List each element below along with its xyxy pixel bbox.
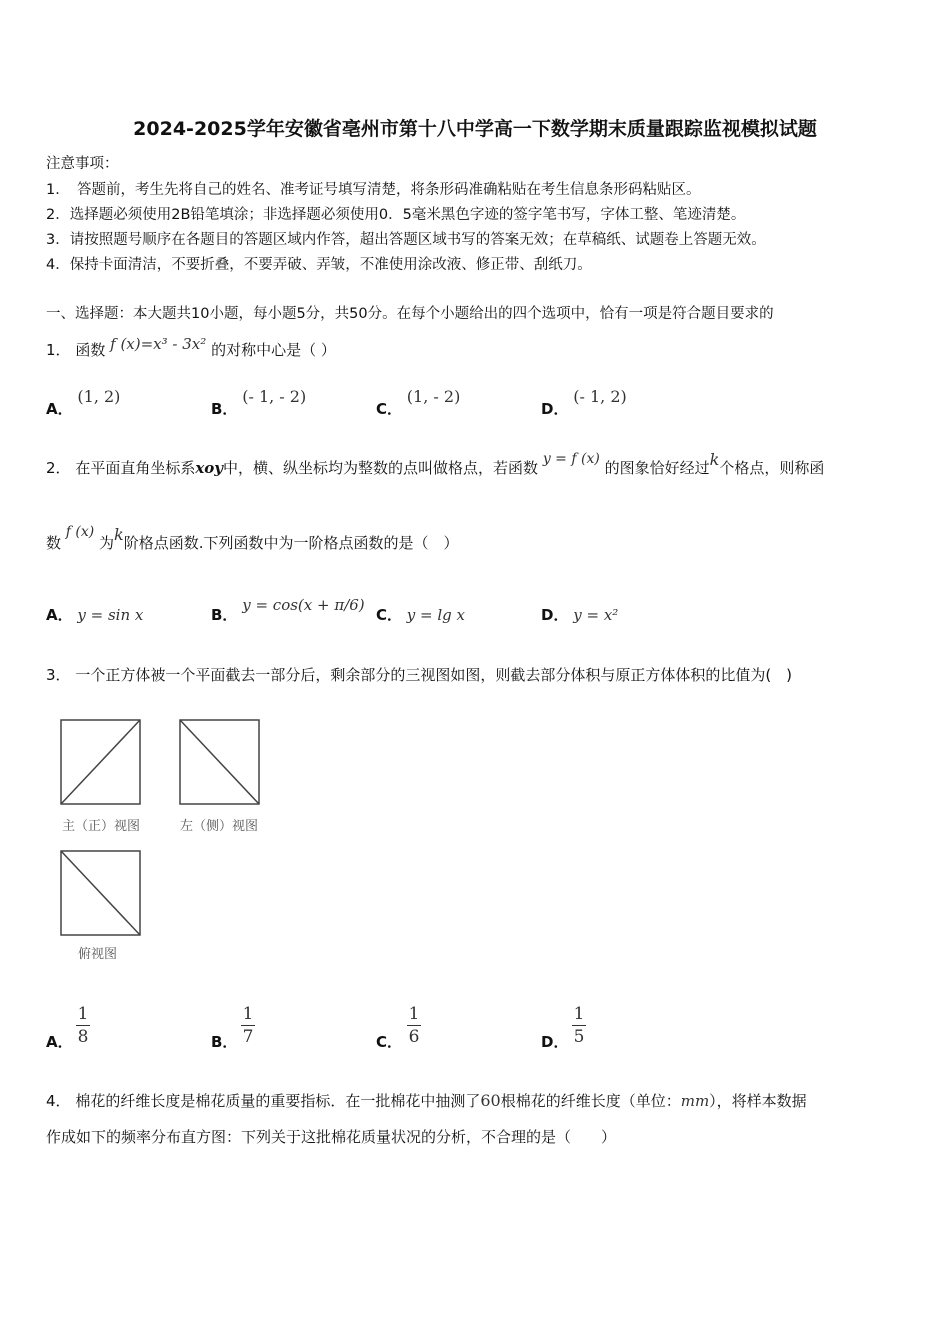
question-text: ），将样本数据 <box>709 1092 807 1110</box>
option-label: A． <box>46 400 73 418</box>
numerator: 1 <box>573 1004 585 1024</box>
option-label: A． <box>46 606 73 624</box>
question-text: 一个正方体被一个平面截去一部分后，剩余部分的三视图如图，则截去部分体积与原正方体体积的比值为( ) <box>75 666 793 684</box>
option-value: (- 1, 2) <box>573 387 627 406</box>
question-text: 在平面直角坐标系 <box>75 459 196 477</box>
question-2-line1 <box>46 450 825 478</box>
numerator: 1 <box>242 1004 254 1024</box>
option-b[interactable] <box>211 1031 237 1052</box>
section-heading: 一、选择题：本大题共10小题，每小题5分，共50分。在每个小题给出的四个选项中，恰有一项是符合题目要求的 <box>46 306 774 322</box>
front-view <box>61 720 140 804</box>
option-label: D． <box>541 400 569 418</box>
question-4-line1 <box>46 1090 807 1111</box>
math-var: k <box>114 525 124 544</box>
option-d[interactable] <box>541 387 627 419</box>
fraction-1-7 <box>239 1004 257 1047</box>
notice-item: 4．保持卡面清洁，不要折叠，不要弄破、弄皱，不准使用涂改液、修正带、刮纸刀。 <box>46 257 592 273</box>
numerator: 1 <box>77 1004 89 1024</box>
formula: f (x)=x³ - 3x² <box>110 335 207 353</box>
question-text: 个格点，则称函 <box>719 459 825 477</box>
front-view-caption: 主（正）视图 <box>62 819 141 834</box>
notice-heading: 注意事项： <box>46 156 119 172</box>
unit: mm <box>680 1092 710 1110</box>
option-label: B． <box>211 400 238 418</box>
notice-item: 3．请按照题号顺序在各题目的答题区域内作答，超出答题区域书写的答案无效；在草稿纸、试题卷上答题无效。 <box>46 232 766 248</box>
question-text: 数 <box>46 534 62 552</box>
question-text: 的图象恰好经过 <box>604 459 710 477</box>
option-value: (1, 2) <box>77 387 121 406</box>
option-c[interactable] <box>376 387 461 419</box>
question-number: 2． <box>46 459 71 477</box>
question-text: 根棉花的纤维长度（单位： <box>500 1092 681 1110</box>
option-value: (1, - 2) <box>406 387 461 406</box>
notice-item: 1． 答题前，考生先将自己的姓名、准考证号填写清楚，将条形码准确粘贴在考生信息条形码粘贴区。 <box>46 182 701 198</box>
three-view-figure <box>55 715 275 965</box>
question-4-line2: 作成如下的频率分布直方图：下列关于这批棉花质量状况的分析，不合理的是（ ） <box>46 1128 617 1146</box>
option-a[interactable] <box>46 387 121 419</box>
page-title: 2024-2025学年安徽省亳州市第十八中学高一下数学期末质量跟踪监视模拟试题 <box>133 118 817 140</box>
question-number: 4． <box>46 1092 71 1110</box>
option-label: D． <box>541 606 569 624</box>
question-text: 中，横、纵坐标均为整数的点叫做格点，若函数 <box>223 459 539 477</box>
option-value: y = x² <box>573 606 619 624</box>
option-a[interactable] <box>46 604 143 625</box>
denominator: 5 <box>573 1027 585 1047</box>
option-label: A． <box>46 1033 73 1051</box>
option-b[interactable] <box>211 387 307 419</box>
option-label: C． <box>376 1033 403 1051</box>
option-value: y = cos(x + π/6) <box>242 596 365 614</box>
option-d[interactable] <box>541 604 618 625</box>
option-label: C． <box>376 400 403 418</box>
math-number: 60 <box>480 1091 501 1110</box>
formula: f (x) <box>65 524 95 540</box>
fraction-1-8 <box>74 1004 92 1047</box>
question-text: 函数 <box>75 341 106 359</box>
denominator: 6 <box>408 1027 420 1047</box>
side-view <box>180 720 259 804</box>
question-number: 1． <box>46 341 71 359</box>
fraction-1-5 <box>570 1004 588 1047</box>
top-view <box>61 851 140 935</box>
fraction-1-6 <box>405 1004 423 1047</box>
option-label: B． <box>211 606 238 624</box>
math-var: k <box>709 450 720 469</box>
question-2-line2 <box>46 524 459 553</box>
option-c[interactable] <box>376 604 465 625</box>
question-3 <box>46 664 792 685</box>
denominator: 8 <box>77 1027 89 1047</box>
option-label: D． <box>541 1033 569 1051</box>
question-number: 3． <box>46 666 71 684</box>
option-c[interactable] <box>376 1031 402 1052</box>
option-b[interactable] <box>211 596 365 625</box>
question-text: 棉花的纤维长度是棉花质量的重要指标．在一批棉花中抽测了 <box>75 1092 481 1110</box>
denominator: 7 <box>242 1027 254 1047</box>
formula: y = f (x) <box>542 451 600 467</box>
numerator: 1 <box>408 1004 420 1024</box>
option-value: y = lg x <box>406 606 466 624</box>
question-text: 的对称中心是（ ） <box>211 341 336 359</box>
top-view-caption: 俯视图 <box>78 947 118 962</box>
option-d[interactable] <box>541 1031 568 1052</box>
math-var: xoy <box>195 459 224 477</box>
option-value: (- 1, - 2) <box>242 387 307 406</box>
question-text: 为 <box>99 534 115 552</box>
option-label: B． <box>211 1033 238 1051</box>
side-view-caption: 左（侧）视图 <box>180 819 259 834</box>
notice-item: 2．选择题必须使用2B铅笔填涂；非选择题必须使用0．5毫米黑色字迹的签字笔书写，字体工整、笔迹清楚。 <box>46 207 746 223</box>
question-1 <box>46 335 336 360</box>
option-a[interactable] <box>46 1031 73 1052</box>
option-label: C． <box>376 606 403 624</box>
question-text: 阶格点函数.下列函数中为一阶格点函数的是（ ） <box>123 534 459 552</box>
option-value: y = sin x <box>77 606 144 624</box>
